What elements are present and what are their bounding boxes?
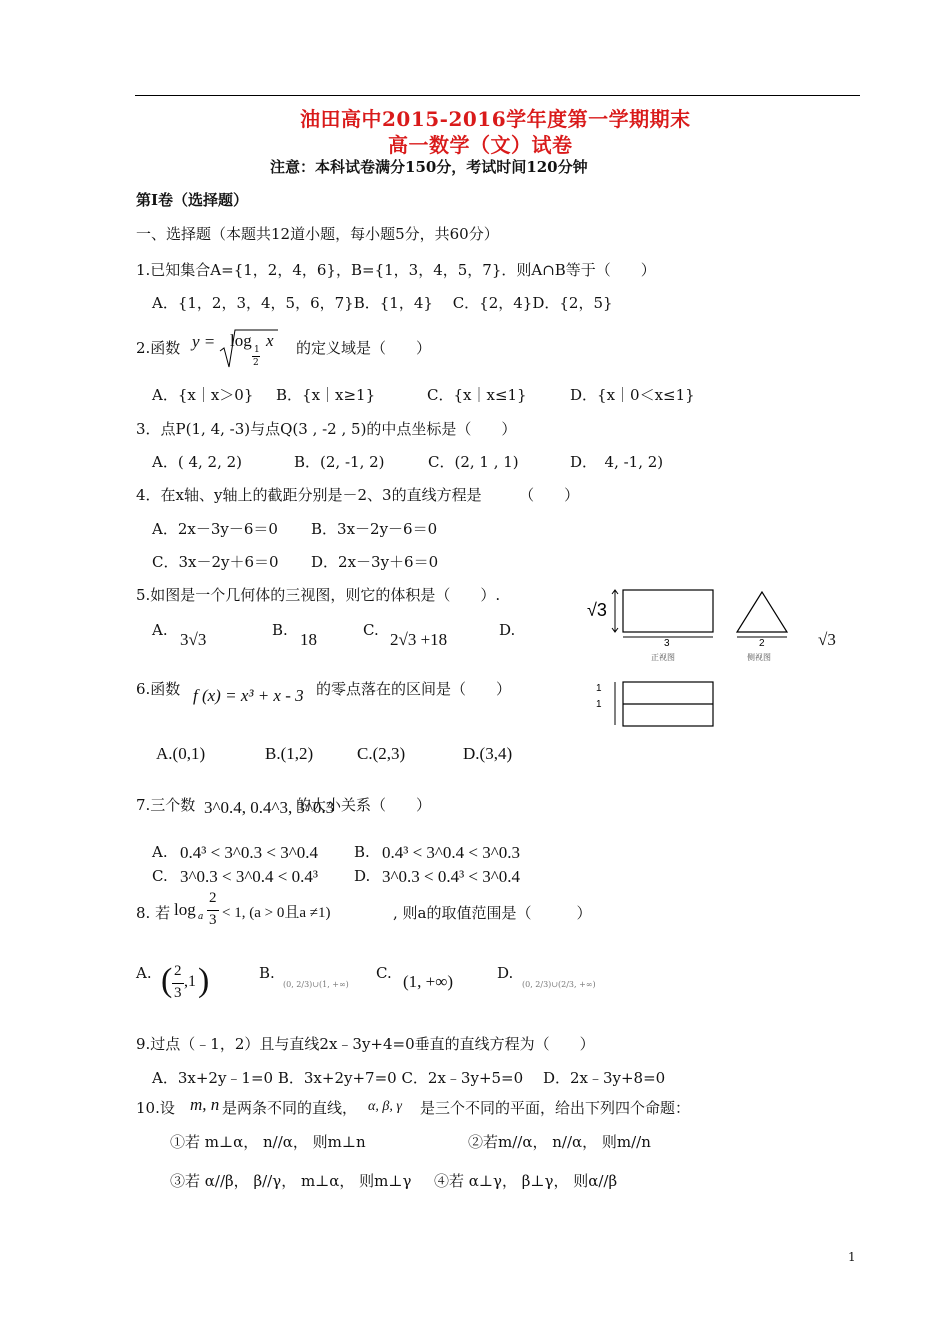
question-2-log-base-den: 2 xyxy=(253,358,259,368)
question-10-proposition-2: ②若m//α， n//α， 则m//n xyxy=(468,1133,651,1151)
question-7-numbers: 3^0.4, 0.4^3, 3^0.3 xyxy=(204,798,335,817)
question-8-prefix: 8. 若 xyxy=(136,904,171,922)
question-7-option-c-label: C. xyxy=(152,867,168,885)
section-intro: 一、选择题（本题共12道小题，每小题5分，共60分） xyxy=(136,225,499,243)
question-3-option-b: B．(2, -1, 2) xyxy=(294,453,385,471)
question-3-stem: 3．点P(1, 4, -3)与点Q(3 , -2 , 5)的中点坐标是（ ） xyxy=(136,420,517,438)
question-2-log: log xyxy=(230,331,252,350)
question-8-log-base: a xyxy=(198,912,204,922)
question-9-options: A．3x+2y﹣1=0 B．3x+2y+7=0 C．2x﹣3y+5=0 D．2x﹣3y+8=0 xyxy=(152,1069,666,1087)
question-8-option-d: (0, 2/3)∪(2/3, +∞) xyxy=(522,980,596,989)
page-number: 1 xyxy=(848,1250,856,1264)
question-5-option-a-label: A. xyxy=(152,621,168,639)
question-7-option-c: 3^0.3 < 3^0.4 < 0.4³ xyxy=(180,867,318,886)
question-8-option-a-label: A. xyxy=(136,964,152,982)
question-7-suffix: 的大小关系（ ） xyxy=(296,796,432,814)
question-5-option-c-value: 2√3 +18 xyxy=(390,630,448,649)
side-view-caption: 侧视图 xyxy=(747,653,771,662)
question-2-x: x xyxy=(266,331,274,350)
question-6-option-a: A.(0,1) xyxy=(156,744,206,763)
question-8-log: log xyxy=(174,900,196,919)
question-8-suffix: , 则a的取值范围是（ ） xyxy=(393,904,592,922)
question-7-option-b-label: B. xyxy=(354,843,370,861)
exam-title-line2: 高一数学（文）试卷 xyxy=(388,133,573,157)
question-1-stem: 1.已知集合A={1，2，4，6}，B={1，3，4，5，7}．则A∩B等于（ ） xyxy=(136,261,656,279)
question-6-prefix: 6.函数 xyxy=(136,680,181,698)
question-3-option-c: C．(2, 1 , 1) xyxy=(428,453,519,471)
question-4-option-d: D．2x－3y＋6＝0 xyxy=(311,553,439,571)
question-2-suffix: 的定义域是（ ） xyxy=(296,339,432,357)
question-4-option-c: C．3x－2y＋6＝0 xyxy=(152,553,279,571)
question-5-stem: 5.如图是一个几何体的三视图，则它的体积是（ ）. xyxy=(136,586,501,604)
question-10-planes: α, β, γ xyxy=(368,1099,402,1114)
question-10-prefix: 10.设 xyxy=(136,1099,175,1117)
question-8-condition: < 1, (a > 0且a ≠1) xyxy=(222,905,331,921)
top-dim-1-label: 1 xyxy=(596,683,602,694)
question-2-base-fraction-bar xyxy=(252,356,260,357)
question-2-option-a: A．{x｜x＞0} xyxy=(152,386,254,404)
question-8-option-a-num: 2 xyxy=(174,963,182,979)
question-7-option-d: 3^0.3 < 0.4³ < 3^0.4 xyxy=(382,867,520,886)
question-8-option-d-label: D. xyxy=(497,964,514,982)
question-6-option-c: C.(2,3) xyxy=(357,744,406,763)
question-7-option-a: 0.4³ < 3^0.3 < 3^0.4 xyxy=(180,843,318,862)
question-8-fraction-den: 3 xyxy=(209,912,217,928)
question-8-fraction-bar xyxy=(207,910,219,911)
top-dim-2-label: 1 xyxy=(596,699,602,710)
question-10-lines: m, n xyxy=(190,1095,220,1114)
question-10-proposition-1: ①若 m⊥α， n//α， 则m⊥n xyxy=(170,1133,366,1151)
question-10-suffix: 是三个不同的平面，给出下列四个命题： xyxy=(420,1099,691,1117)
question-3-option-d: D． 4, -1, 2) xyxy=(570,453,664,471)
question-4-option-a: A．2x－3y－6＝0 xyxy=(152,520,278,538)
question-1-options: A．{1，2，3，4，5，6，7}B．{1，4} C．{2，4}D．{2，5} xyxy=(152,294,613,312)
question-7-option-d-label: D. xyxy=(354,867,371,885)
question-2-option-c: C．{x｜x≤1} xyxy=(427,386,527,404)
question-8-option-b-label: B. xyxy=(259,964,275,982)
section-heading: 第Ⅰ卷（选择题） xyxy=(136,191,249,209)
question-5-option-c-label: C. xyxy=(363,621,379,639)
question-3-option-a: A．( 4, 2, 2) xyxy=(152,453,243,471)
three-view-figure xyxy=(585,580,800,730)
question-9-stem: 9.过点（﹣1，2）且与直线2x﹣3y+4=0垂直的直线方程为（ ） xyxy=(136,1035,595,1053)
question-10-proposition-3: ③若 α//β， β//γ， m⊥α， 则m⊥γ xyxy=(170,1172,412,1190)
question-2-option-d: D．{x｜0＜x≤1} xyxy=(570,386,695,404)
question-4-option-b: B．3x－2y－6＝0 xyxy=(311,520,438,538)
question-5-option-b-label: B. xyxy=(272,621,288,639)
question-4-stem: 4．在x轴、y轴上的截距分别是－2、3的直线方程是 （ ） xyxy=(136,486,580,504)
question-8-option-a-lparen: ( xyxy=(161,962,173,999)
question-6-option-d: D.(3,4) xyxy=(463,744,513,763)
side-width-label: 2 xyxy=(759,638,765,649)
question-5-option-d-label: D. xyxy=(499,621,516,639)
question-7-prefix: 7.三个数 xyxy=(136,796,196,814)
front-view-rect xyxy=(623,590,713,632)
question-8-option-a-rparen: ) xyxy=(198,962,210,999)
question-8-option-a-den: 3 xyxy=(174,985,182,1001)
question-2-log-base-num: 1 xyxy=(254,345,260,355)
question-8-option-a-rest: ,1 xyxy=(184,973,196,990)
header-rule xyxy=(135,95,860,96)
question-5-option-d-value: √3 xyxy=(818,630,836,649)
exam-notice: 注意：本科试卷满分150分，考试时间120分钟 xyxy=(270,158,588,176)
front-width-label: 3 xyxy=(664,638,670,649)
question-8-option-a-bar xyxy=(172,983,184,984)
side-view-triangle xyxy=(737,592,787,632)
question-8-option-c-label: C. xyxy=(376,964,392,982)
question-10-mid: 是两条不同的直线， xyxy=(222,1099,358,1117)
question-10-proposition-4: ④若 α⊥γ， β⊥γ， 则α//β xyxy=(434,1172,618,1190)
exam-title-line1: 油田高中2015-2016学年度第一学期期末 xyxy=(300,107,691,131)
question-8-fraction-num: 2 xyxy=(209,890,217,906)
figure-sqrt3-label: √3 xyxy=(587,600,607,620)
question-8-option-c: (1, +∞) xyxy=(403,972,454,991)
question-2-prefix: 2.函数 xyxy=(136,339,181,357)
question-6-option-b: B.(1,2) xyxy=(265,744,314,763)
question-5-option-b-value: 18 xyxy=(300,630,317,649)
question-8-option-b: (0, 2/3)∪(1, +∞) xyxy=(283,980,349,989)
question-5-option-a-value: 3√3 xyxy=(180,630,207,649)
question-2-option-b: B．{x｜x≥1} xyxy=(276,386,376,404)
question-2-y: y = xyxy=(192,332,216,351)
front-view-caption: 正视图 xyxy=(651,653,675,662)
question-7-option-b: 0.4³ < 3^0.4 < 3^0.3 xyxy=(382,843,520,862)
question-7-option-a-label: A. xyxy=(152,843,168,861)
question-6-suffix: 的零点落在的区间是（ ） xyxy=(316,680,512,698)
question-6-function: f (x) = x³ + x - 3 xyxy=(193,686,304,705)
